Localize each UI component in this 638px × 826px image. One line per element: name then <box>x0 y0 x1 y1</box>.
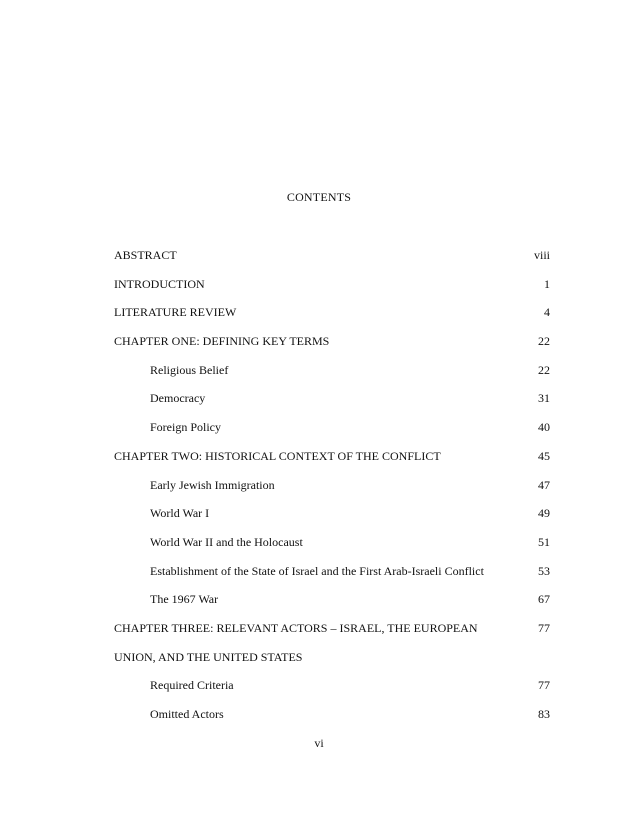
toc-entry <box>114 648 550 677</box>
toc-entry-title: The 1967 War <box>150 592 219 607</box>
toc-entry-title: Foreign Policy <box>150 420 221 435</box>
toc-entry-title: World War I <box>150 506 210 521</box>
toc-entry-title: Required Criteria <box>150 678 234 693</box>
toc-entry-page: 67 <box>538 592 550 607</box>
toc-entry-page: 22 <box>538 362 550 377</box>
toc-entry-page: 77 <box>538 678 550 693</box>
toc-subentry <box>114 676 550 705</box>
toc-entry-page: 22 <box>538 334 550 349</box>
toc-entry <box>114 619 550 648</box>
toc-entry-page: viii <box>533 248 550 262</box>
page-number: vi <box>314 736 324 750</box>
toc-subentry <box>114 504 550 533</box>
toc-entry <box>114 332 550 361</box>
toc-entry-page: 1 <box>544 276 550 291</box>
toc-entry-title: World War II and the Holocaust <box>150 534 303 549</box>
toc-entry-title: ABSTRACT <box>114 248 177 262</box>
page-title: CONTENTS <box>286 190 352 204</box>
toc-entry <box>114 303 550 332</box>
toc-entry-page: 51 <box>538 534 550 549</box>
table-of-contents <box>114 246 550 734</box>
toc-subentry <box>114 533 550 562</box>
toc-entry-title: Democracy <box>150 391 206 406</box>
toc-entry-title: Religious Belief <box>150 362 229 377</box>
toc-entry <box>114 246 550 275</box>
toc-entry-page: 4 <box>544 305 550 320</box>
toc-entry-title: Establishment of the State of Israel and the First Arab-Israeli Conflict <box>150 563 484 578</box>
toc-entry-title: CHAPTER TWO: HISTORICAL CONTEXT OF THE CONFLICT <box>114 448 441 463</box>
toc-entry-page: 40 <box>538 420 550 435</box>
toc-subentry <box>114 705 550 734</box>
toc-subentry <box>114 361 550 390</box>
toc-entry-page: 49 <box>538 506 550 521</box>
toc-subentry <box>114 590 550 619</box>
toc-entry-page: 77 <box>538 620 550 635</box>
toc-entry-page: 83 <box>538 707 550 721</box>
toc-entry-title: LITERATURE REVIEW <box>114 305 237 320</box>
toc-entry-title: INTRODUCTION <box>114 276 205 291</box>
toc-entry-page: 45 <box>538 448 550 463</box>
toc-entry-title: UNION, AND THE UNITED STATES <box>114 649 303 664</box>
toc-entry-title: Early Jewish Immigration <box>150 477 275 492</box>
toc-entry-page: 53 <box>538 563 550 578</box>
toc-entry-page: 47 <box>538 477 550 492</box>
toc-entry-title: Omitted Actors <box>150 707 224 721</box>
toc-entry-title: CHAPTER THREE: RELEVANT ACTORS – ISRAEL, THE EUROPEAN <box>114 620 478 635</box>
toc-subentry <box>114 562 550 591</box>
toc-subentry <box>114 476 550 505</box>
toc-subentry <box>114 418 550 447</box>
toc-entry-page: 31 <box>538 391 550 406</box>
toc-entry <box>114 447 550 476</box>
toc-entry <box>114 275 550 304</box>
toc-entry-title: CHAPTER ONE: DEFINING KEY TERMS <box>114 334 330 349</box>
toc-subentry <box>114 389 550 418</box>
